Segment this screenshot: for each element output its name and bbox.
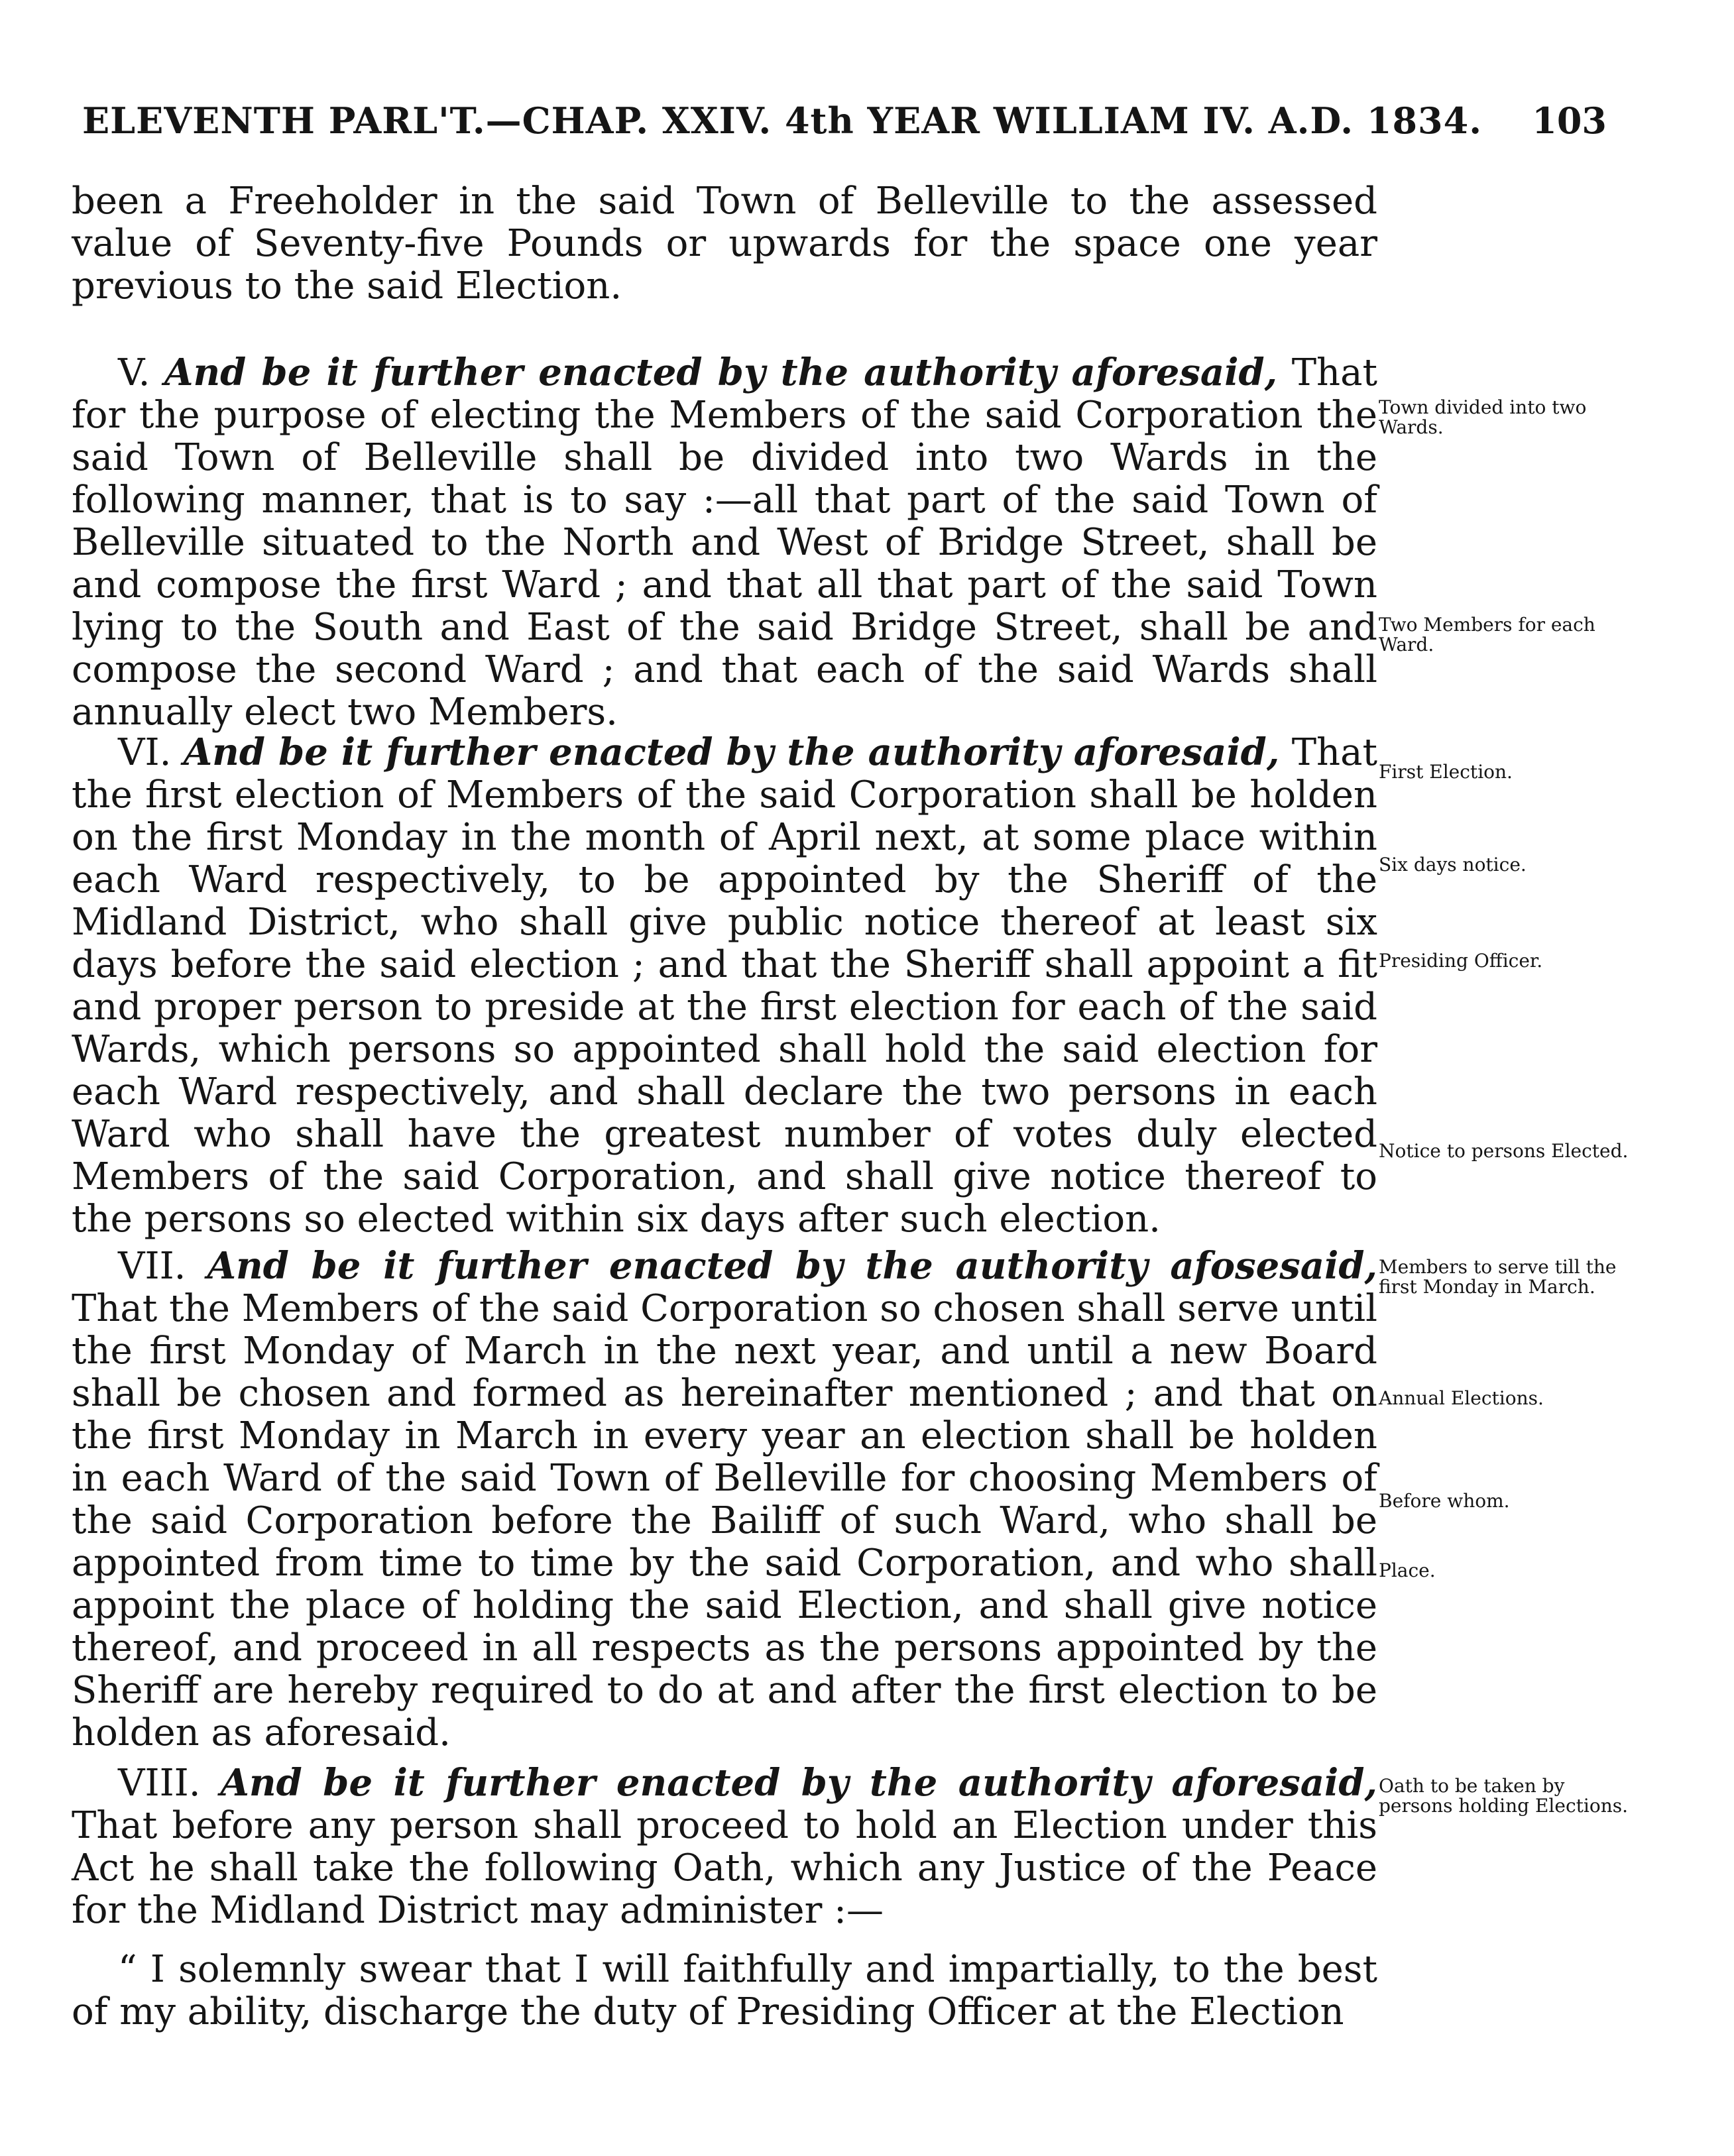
section-number: VIII. — [118, 1762, 201, 1805]
section-number: VI. — [118, 731, 172, 774]
margin-note: Presiding Officer. — [1379, 950, 1543, 972]
enacting-clause: And be it further enacted by the authority aforesaid, — [164, 351, 1278, 394]
paragraph-text: been a Freeholder in the said Town of Belleville to the assessed value of Seventy-five Pounds or upwards for the space one year previous to the said Election. — [72, 180, 1377, 308]
margin-note: Place. — [1379, 1560, 1436, 1581]
margin-note: Members to serve till the first Monday in March. — [1379, 1256, 1617, 1298]
margin-note: Before whom. — [1379, 1490, 1510, 1512]
margin-note: Six days notice. — [1379, 854, 1527, 876]
margin-note: First Election. — [1379, 761, 1513, 783]
section-v-paragraph — [72, 351, 1377, 734]
enacting-clause: And be it further enacted by the authority aforesaid, — [220, 1761, 1377, 1805]
page-number: 103 — [1532, 99, 1607, 142]
enacting-clause: And be it further enacted by the authority afosesaid, — [207, 1244, 1377, 1288]
margin-note: Town divided into two Wards. — [1379, 396, 1587, 438]
oath-text: “ I solemnly swear that I will faithfully and impartially, to the best of my ability, discharge the duty of Presiding Officer at the Election — [72, 1948, 1377, 2033]
margin-note: Oath to be taken by persons holding Elections. — [1379, 1775, 1629, 1817]
margin-note: Two Members for each Ward. — [1379, 614, 1595, 655]
paragraph-text: That the first election of Members of the said Corporation shall be holden on the first Monday in the month of April next, at some place within each Ward respectively, to be appointed by the Sheriff of the Midland District, who shall give public notice thereof at least six days before the said election ; and that the Sheriff shall appoint a fit and proper person to preside at the first election for each of the said Wards, which persons so appointed shall hold the said election for each Ward respectively, and shall declare the two persons in each Ward who shall have the greatest number of votes duly elected Members of the said Corporation, and shall give notice thereof to the persons so elected within six days after such election. — [72, 731, 1377, 1241]
section-number: V. — [118, 351, 150, 394]
paragraph-text: That the Members of the said Corporation so chosen shall serve until the first Monday of March in the next year, and until a new Board shall be chosen and formed as hereinafter mentioned ; and that on the first Monday in March in every year an election shall be holden in each Ward of the said Town of Belleville for choosing Members of the said Corporation before the Bailiff of such Ward, who shall be appointed from time to time by the said Corporation, and who shall appoint the place of holding the said Election, and shall give notice thereof, and proceed in all respects as the persons appointed by the Sheriff are hereby required to do at and after the first election to be holden as aforesaid. — [72, 1287, 1377, 1754]
section-vii-paragraph — [72, 1245, 1377, 1754]
section-viii-paragraph — [72, 1762, 1377, 1932]
paragraph-text: That before any person shall proceed to hold an Election under this Act he shall take the following Oath, which any Justice of the Peace for the Midland District may administer :— — [72, 1804, 1377, 1932]
running-header — [82, 99, 1607, 159]
margin-note: Annual Elections. — [1379, 1387, 1544, 1409]
oath-paragraph — [72, 1949, 1377, 2033]
paragraph-text: That for the purpose of electing the Members of the said Corporation the said Town of Belleville shall be divided into two Wards in the following manner, that is to say :—all that part of the said Town of Belleville situated to the North and West of Bridge Street, shall be and compose the first Ward ; and that all that part of the said Town lying to the South and East of the said Bridge Street, shall be and compose the second Ward ; and that each of the said Wards shall annually elect two Members. — [72, 351, 1377, 734]
paragraph-continuation — [72, 180, 1377, 308]
section-vi-paragraph — [72, 731, 1377, 1241]
header-title: ELEVENTH PARL'T.—CHAP. XXIV. 4th YEAR WILLIAM IV. A.D. 1834. — [82, 99, 1482, 142]
section-number: VII. — [118, 1245, 186, 1288]
enacting-clause: And be it further enacted by the authority aforesaid, — [183, 730, 1280, 774]
margin-note: Notice to persons Elected. — [1379, 1140, 1629, 1162]
